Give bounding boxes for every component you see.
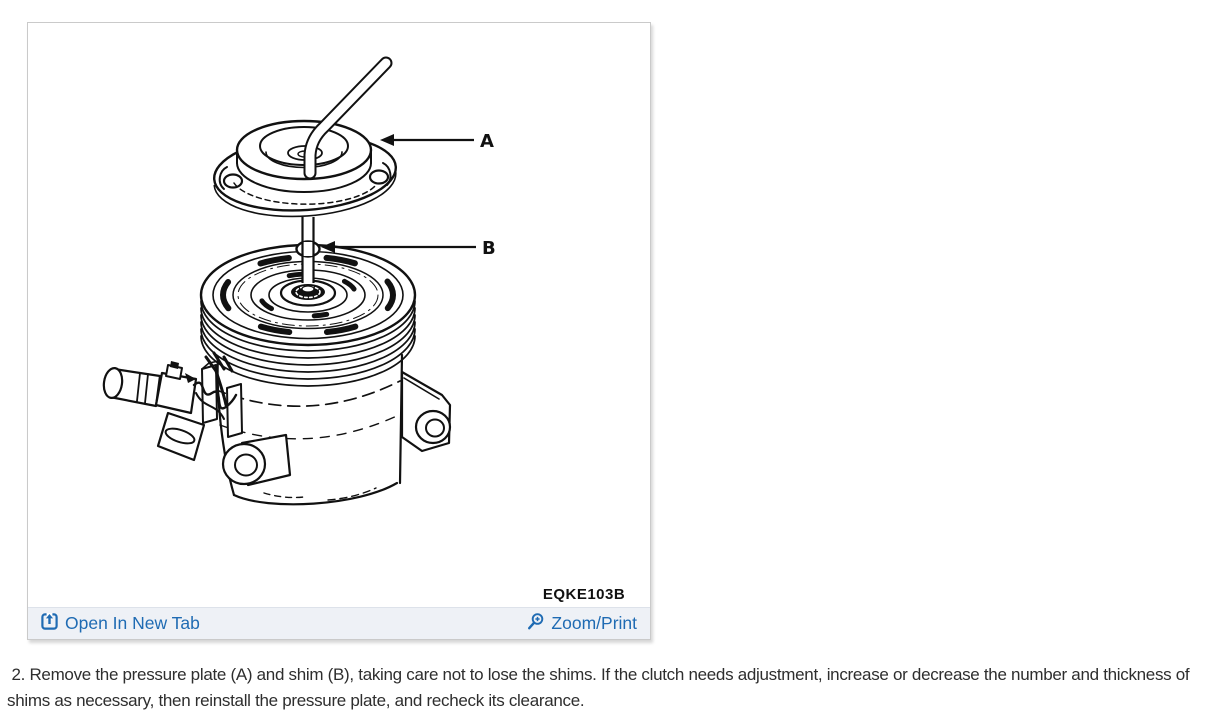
zoom-plus-icon bbox=[527, 613, 544, 634]
clutch-diagram bbox=[28, 23, 650, 607]
zoom-print-label: Zoom/Print bbox=[551, 612, 637, 633]
figure-box bbox=[27, 22, 651, 640]
figure-toolbar bbox=[28, 607, 650, 639]
figure-code: EQKE103B bbox=[542, 586, 626, 603]
step-2-instruction: 2. Remove the pressure plate (A) and shim (B), taking care not to lose the shims. If the clutch needs adjustment, increase or decrease the number and thickness of shims as necessary, then reinstall the pressure plate, and recheck its clearance. bbox=[7, 665, 1194, 710]
open-in-new-tab-icon bbox=[41, 613, 58, 634]
callout-a-label: A bbox=[480, 131, 494, 152]
clutch-diagram-image bbox=[28, 23, 650, 607]
callout-a bbox=[380, 131, 494, 152]
zoom-print-link[interactable] bbox=[527, 613, 637, 634]
open-in-new-tab-label: Open In New Tab bbox=[65, 612, 200, 633]
open-in-new-tab-link[interactable] bbox=[41, 613, 200, 634]
callout-b-label: B bbox=[482, 238, 496, 259]
